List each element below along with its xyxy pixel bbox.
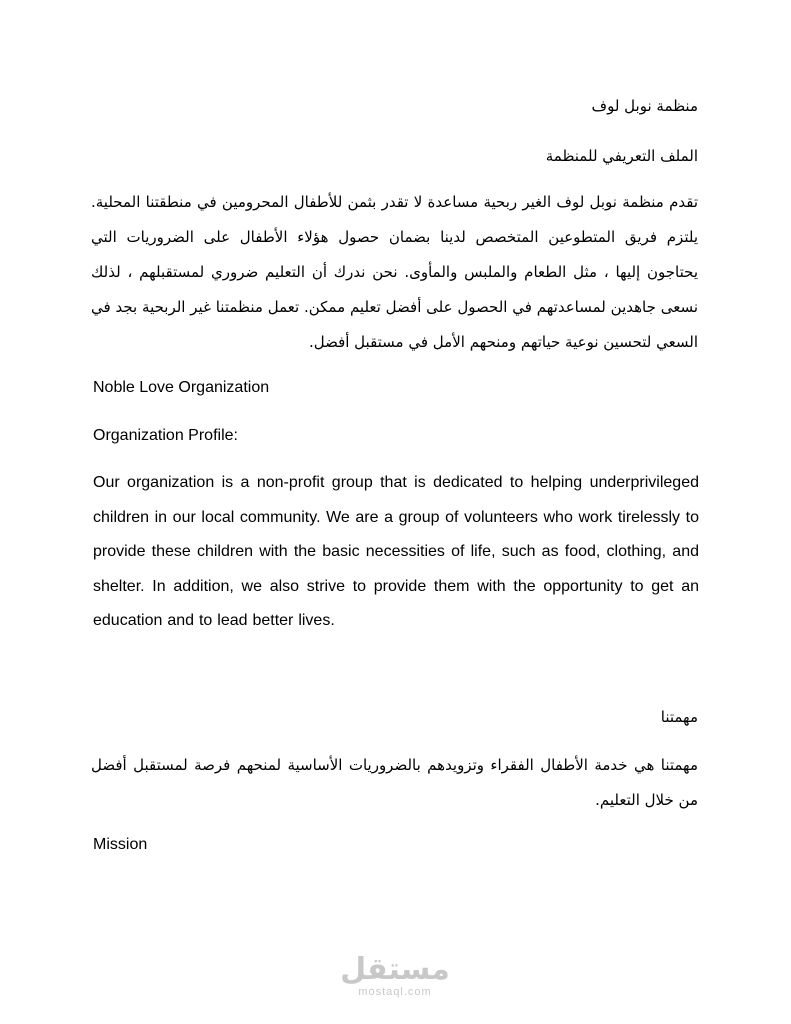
arabic-mission-paragraph: مهمتنا هي خدمة الأطفال الفقراء وتزويدهم بالضروريات الأساسية لمنحهم فرصة لمستقبل أفضل من خلال التعليم. (91, 756, 698, 809)
arabic-org-name: منظمة نوبل لوف (591, 97, 698, 115)
arabic-profile-heading: الملف التعريفي للمنظمة (545, 147, 698, 165)
english-org-name: Noble Love Organization (93, 379, 270, 396)
arabic-mission-heading: مهمتنا (660, 708, 698, 726)
watermark-latin-text: mostaql.com (358, 986, 432, 998)
mostaql-watermark (340, 952, 450, 999)
english-profile-heading: Organization Profile: (93, 427, 238, 444)
watermark-arabic-text: مستقل (340, 952, 450, 987)
arabic-profile-paragraph: تقدم منظمة نوبل لوف الغير ربحية مساعدة لا تقدر بثمن للأطفال المحرومين في منطقتنا المحلية. يلتزم فريق المتطوعين المتخصص لدينا بضمان حصول هؤلاء الأطفال على الضروريات التي يحتاجون إليها ، مثل الطعام والملبس والمأوى. نحن ندرك أن التعليم ضروري لمستقبلهم ، لذلك نسعى جاهدين لمساعدتهم في الحصول على أفضل تعليم ممكن. تعمل منظمتنا غير الربحية بجد في السعي لتحسين نوعية حياتهم ومنحهم الأمل في مستقبل أفضل. (91, 193, 698, 351)
english-mission-heading: Mission (93, 836, 148, 853)
english-profile-paragraph: Our organization is a non-profit group that is dedicated to helping underprivileged children in our local community. We are a group of volunteers who work tirelessly to provide these children with the basic necessities of life, such as food, clothing, and shelter. In addition, we also strive to provide them with the opportunity to get an education and to lead better lives. (93, 474, 699, 629)
